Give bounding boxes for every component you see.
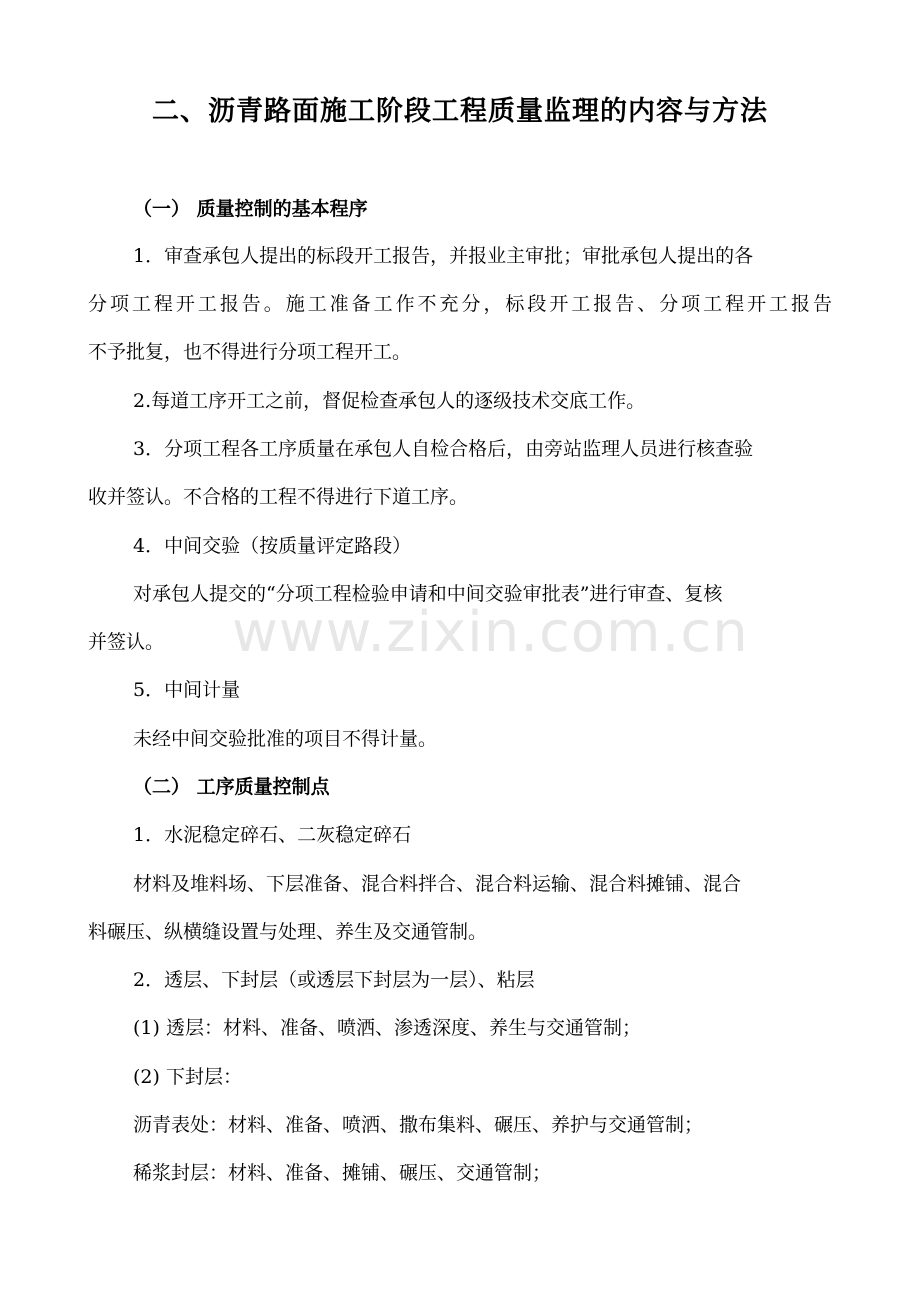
paragraph-line: 2．透层、下封层（或透层下封层为一层）、粘层 [133, 969, 535, 991]
paragraph-line: 沥青表处：材料、准备、喷洒、撒布集料、碾压、养护与交通管制； [133, 1114, 704, 1136]
paragraph-line: (1) 透层：材料、准备、喷洒、渗透深度、养生与交通管制； [133, 1017, 641, 1039]
paragraph-line: 不予批复，也不得进行分项工程开工。 [88, 341, 412, 363]
paragraph-line: 5．中间计量 [133, 679, 241, 701]
paragraph-line: 分项工程开工报告。施工准备工作不充分，标段开工报告、分项工程开工报告 [88, 293, 832, 315]
paragraph-line: 未经中间交验批准的项目不得计量。 [133, 728, 438, 750]
paragraph-line: 收并签认。不合格的工程不得进行下道工序。 [88, 486, 469, 508]
paragraph-line: 稀浆封层：材料、准备、摊铺、碾压、交通管制； [133, 1162, 552, 1184]
paragraph-line: 并签认。 [88, 631, 165, 653]
watermark: www.zixin.com.cn [232, 600, 749, 665]
paragraph-line: 对承包人提交的“分项工程检验申请和中间交验审批表”进行审查、复核 [133, 583, 723, 605]
paragraph-line: 材料及堆料场、下层准备、混合料拌合、混合料运输、混合料摊铺、混合 [133, 873, 742, 895]
paragraph-line: 3．分项工程各工序质量在承包人自检合格后，由旁站监理人员进行核查验 [133, 438, 754, 460]
section-1-heading: （一） 质量控制的基本程序 [133, 198, 368, 220]
document-title: 二、沥青路面施工阶段工程质量监理的内容与方法 [152, 96, 768, 127]
paragraph-line: 1．审查承包人提出的标段开工报告，并报业主审批；审批承包人提出的各 [133, 245, 754, 267]
paragraph-line: 1．水泥稳定碎石、二灰稳定碎石 [133, 824, 412, 846]
paragraph-line: 4．中间交验（按质量评定路段） [133, 535, 412, 557]
paragraph-line: 料碾压、纵横缝设置与处理、养生及交通管制。 [88, 921, 488, 943]
section-2-heading: （二） 工序质量控制点 [133, 776, 330, 798]
paragraph-line: 2.每道工序开工之前，督促检查承包人的逐级技术交底工作。 [133, 390, 646, 412]
paragraph-line: (2) 下封层： [133, 1066, 242, 1088]
